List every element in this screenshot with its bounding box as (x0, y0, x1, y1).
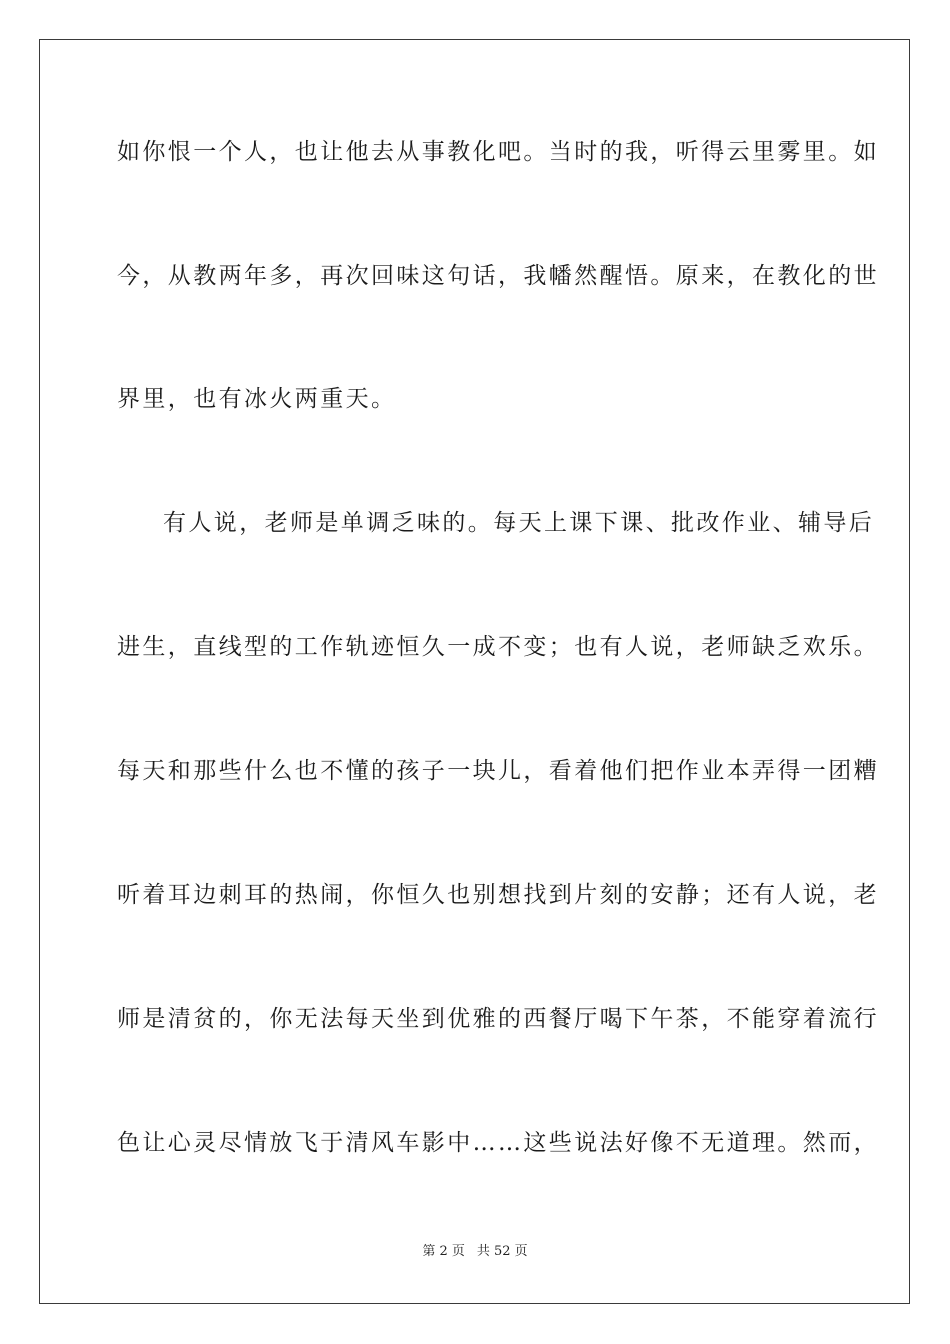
page-total: 共 52 页 (476, 1244, 528, 1259)
text-line: 听着耳边刺耳的热闹，你恒久也别想找到片刻的安静；还有人说，老 (117, 882, 879, 908)
page-footer (0, 1244, 950, 1260)
paragraph-start-line: 有人说，老师是单调乏味的。每天上课下课、批改作业、辅导后 (163, 510, 875, 536)
text-line: 师是清贫的，你无法每天坐到优雅的西餐厅喝下午茶，不能穿着流行 (117, 1006, 879, 1032)
page-frame (39, 39, 910, 1304)
text-line: 今，从教两年多，再次回味这句话，我幡然醒悟。原来，在教化的世 (117, 263, 879, 289)
page-number: 第 2 页 (422, 1244, 465, 1259)
text-line: 色让心灵尽情放飞于清风车影中……这些说法好像不无道理。然而， (117, 1130, 879, 1156)
text-line: 进生，直线型的工作轨迹恒久一成不变；也有人说，老师缺乏欢乐。 (117, 634, 879, 660)
text-line: 如你恨一个人，也让他去从事教化吧。当时的我，听得云里雾里。如 (117, 139, 879, 165)
text-line: 界里，也有冰火两重天。 (117, 386, 397, 412)
text-line: 每天和那些什么也不懂的孩子一块儿，看着他们把作业本弄得一团糟 (117, 758, 879, 784)
